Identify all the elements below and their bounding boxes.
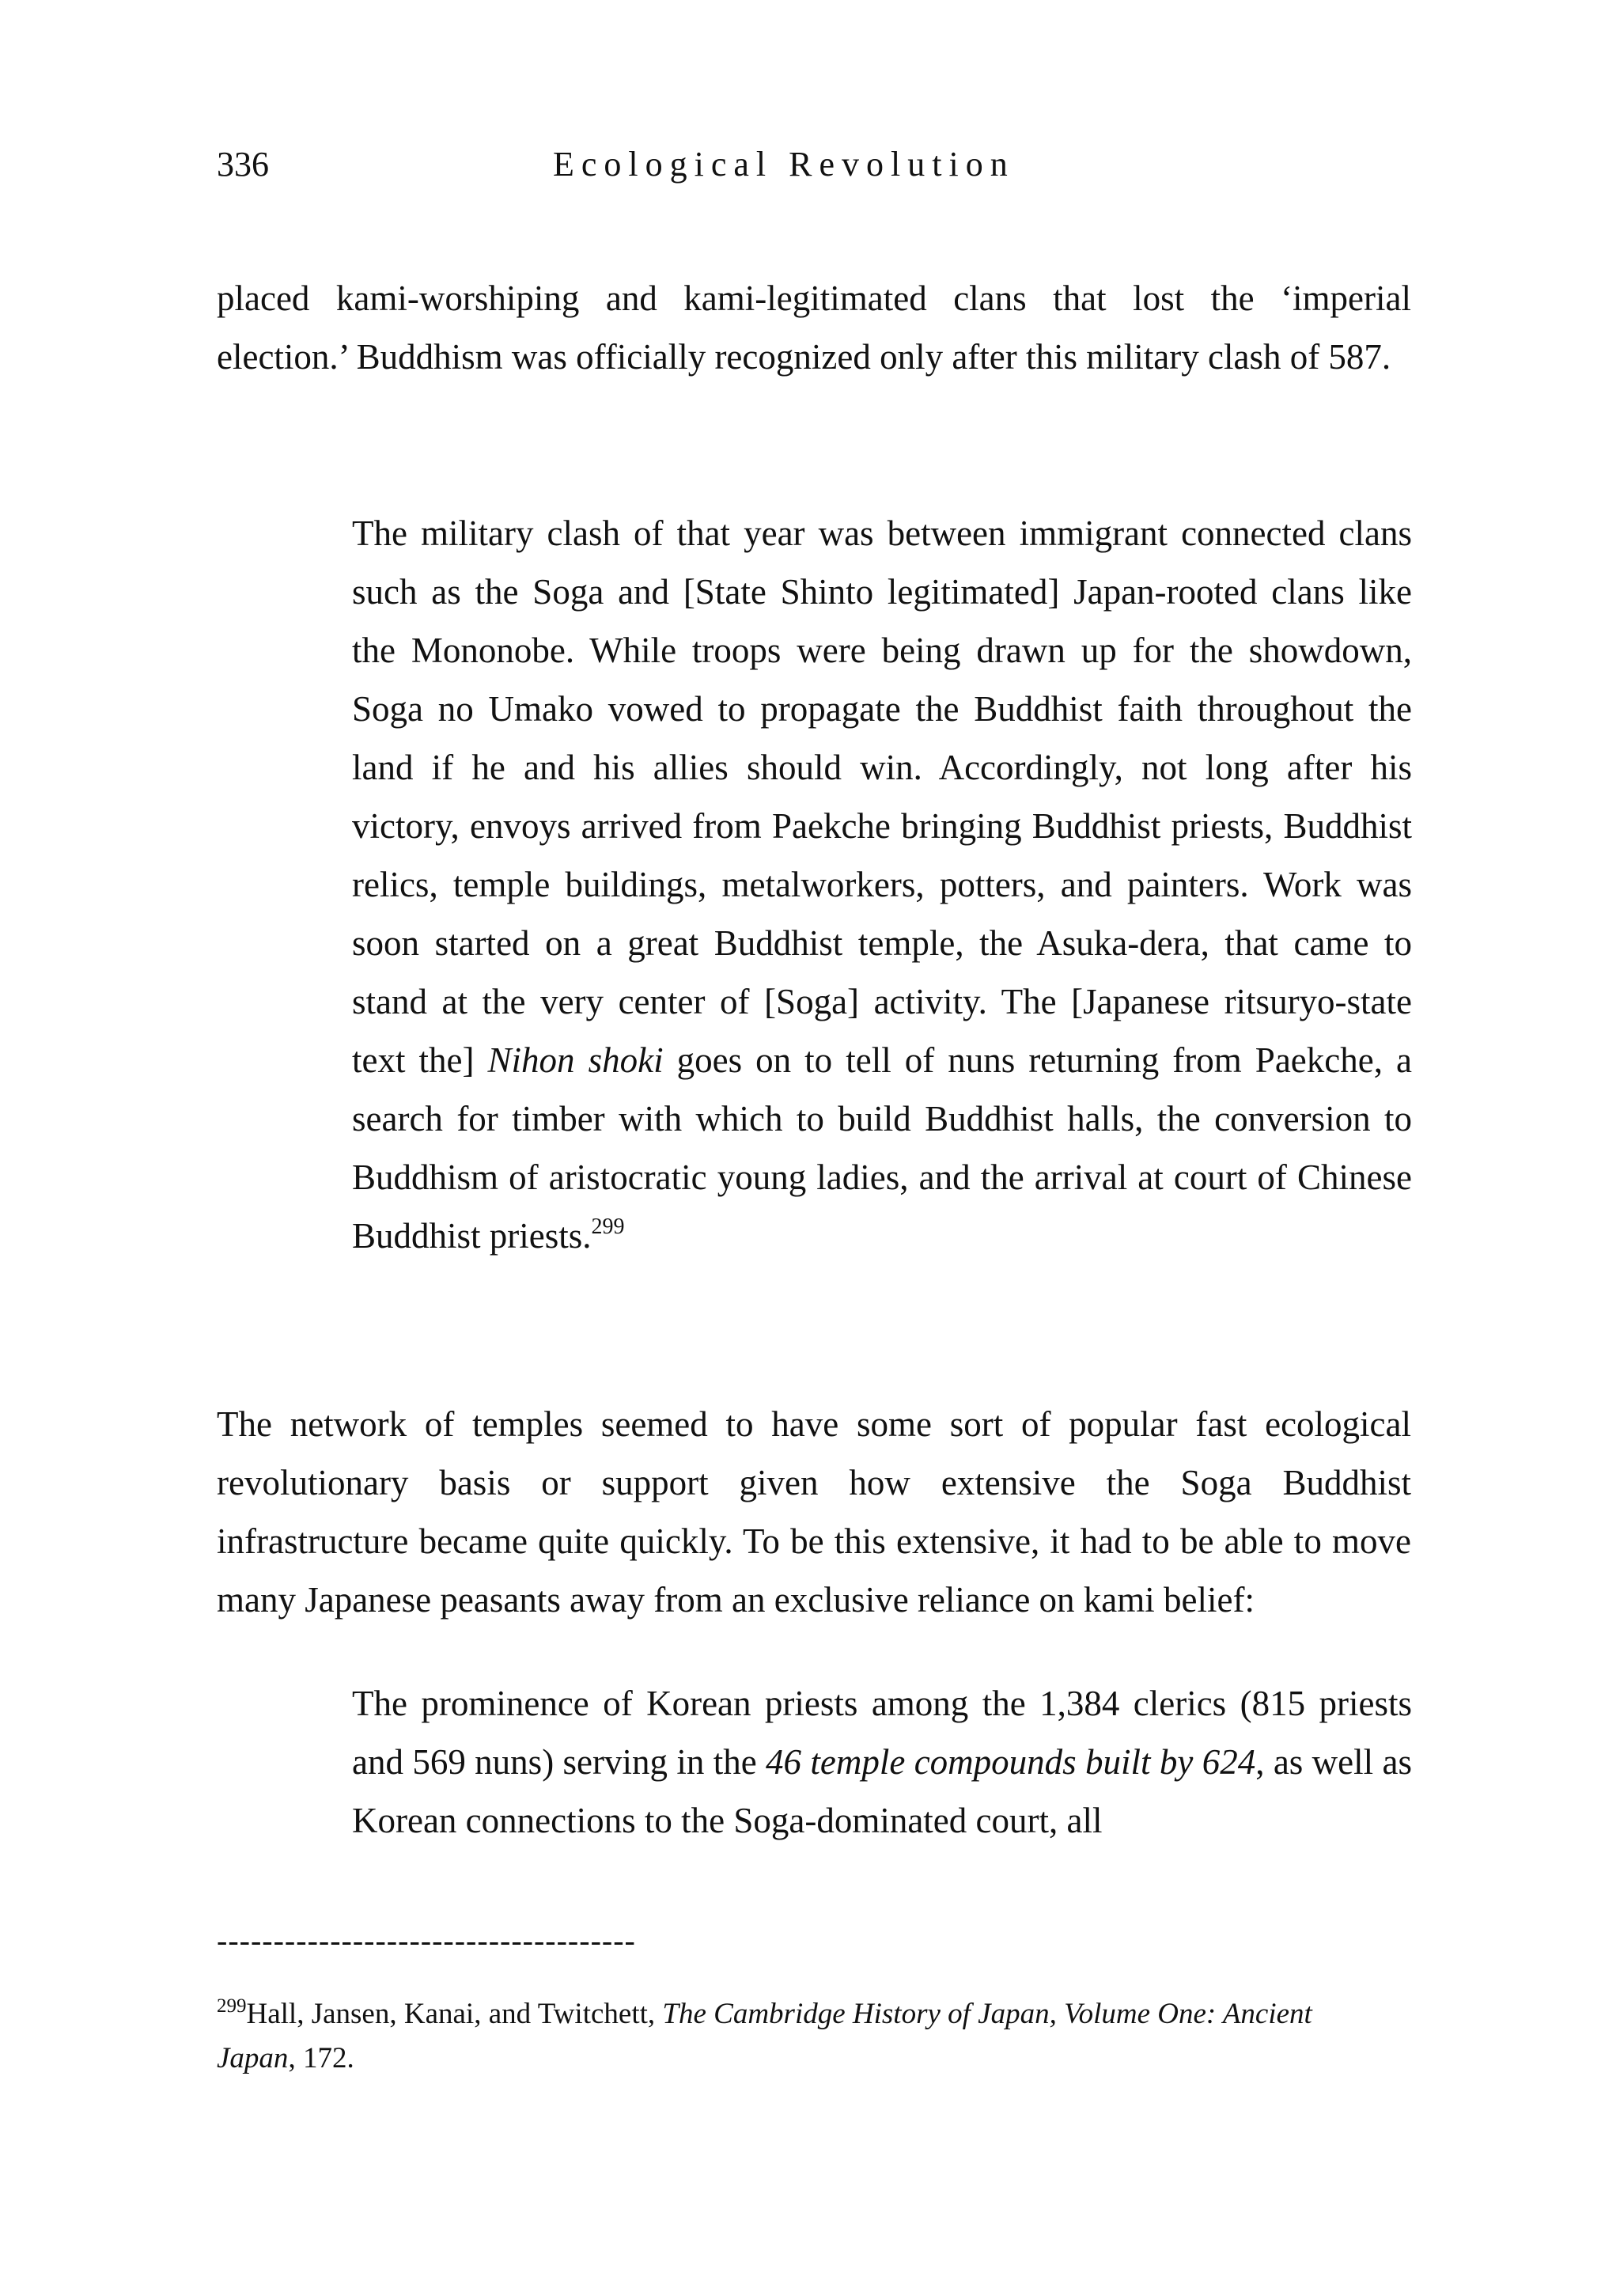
quote-text: , as well as Korean connections to the Soga-dominated court, all [352, 1742, 1412, 1840]
footnote-pages: , 172. [288, 2042, 354, 2074]
body-paragraph: placed kami-worshiping and kami-legitimated clans that lost the ‘imperial election.’ Buddhism was officially recognized only after this military clash of 587. [217, 278, 1411, 377]
footnote-title: The Cambridge History of Japan, Volume One: Ancient Japan [217, 1998, 1312, 2074]
running-head [217, 141, 1410, 188]
body-paragraph: The network of temples seemed to have some sort of popular fast ecological revolutionary basis or support given how extensive the Soga Buddhist infrastructure became quite quickly. To be this extensive, it had to be able to move many Japanese peasants away from an exclusive reliance on kami belief: [217, 1404, 1411, 1620]
footnote-separator: ------------------------------------- [217, 1923, 636, 1958]
book-title-italic: Nihon shoki [487, 1040, 664, 1080]
quote-text: The prominence of Korean priests among the 1,384 clerics (815 priests and 569 nuns) serving in the [352, 1684, 1412, 1782]
quote-text: goes on to tell of nuns returning from Paekche, a search for timber with which to build Buddhist halls, the conversion to Buddhism of aristocratic young ladies, and the arrival at court of Chinese Buddhist priests. [352, 1040, 1412, 1256]
block-quote [352, 504, 1412, 1265]
block-quote [352, 1674, 1412, 1850]
emphasis-italic: 46 temple compounds built by 624 [766, 1742, 1256, 1782]
page-number: 336 [217, 145, 269, 184]
footnote [217, 1992, 1372, 2081]
running-title: Ecological Revolution [553, 145, 1015, 184]
quote-text: The military clash of that year was between immigrant connected clans such as the Soga and [State Shinto legitimated] Japan-rooted clans like the Mononobe. While troops were being drawn up for the showdown, Soga no Umako vowed to propagate the Buddhist faith throughout the land if he and his allies should win. Accordingly, not long after his victory, envoys arrived from Paekche bringing Buddhist priests, Buddhist relics, temple buildings, metalworkers, potters, and painters. Work was soon started on a great Buddhist temple, the Asuka-dera, that came to stand at the very center of [Soga] activity. The [Japanese ritsuryo-state text the] [352, 513, 1412, 1080]
footnote-authors: Hall, Jansen, Kanai, and Twitchett, [246, 1998, 663, 2030]
footnote-number: 299 [217, 1995, 247, 2017]
footnote-reference[interactable]: 299 [591, 1214, 625, 1239]
